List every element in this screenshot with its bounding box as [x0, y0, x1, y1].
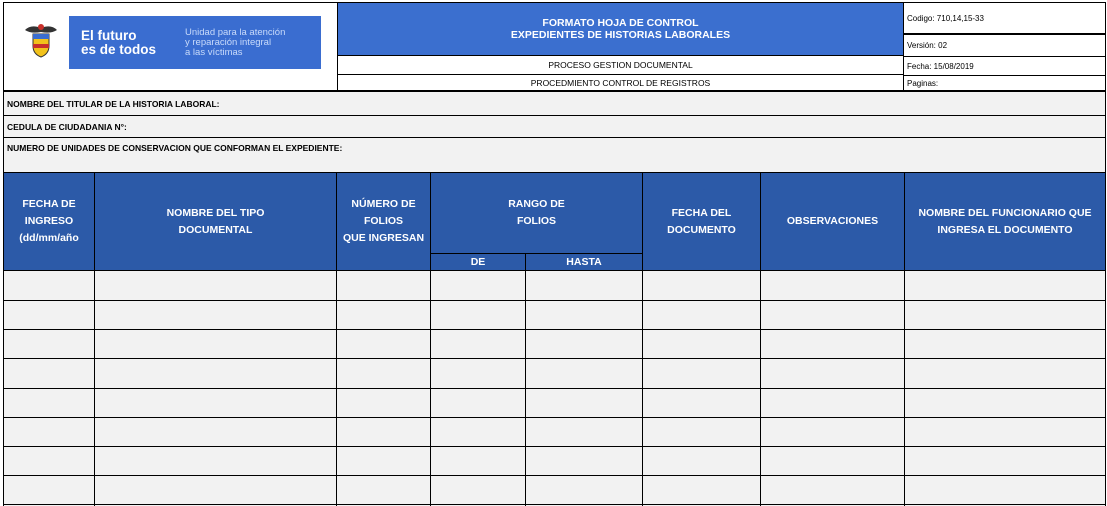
col-numero-folios-l2: FOLIOS — [363, 215, 404, 227]
col-fecha-ingreso-l1: FECHA DE — [22, 198, 76, 210]
col-fecha-ingreso-l3: (dd/mm/año — [19, 232, 79, 244]
border-col-2 — [430, 172, 431, 506]
border-row-2 — [3, 358, 1106, 359]
col-funcionario-l2: INGRESA EL DOCUMENTO — [937, 223, 1073, 236]
border-row-6 — [3, 475, 1106, 476]
col-observaciones — [761, 173, 904, 270]
cedula-field: CEDULA DE CIUDADANIA N°: — [4, 116, 1105, 137]
col-numero-folios — [337, 173, 430, 270]
col-tipo-documental — [95, 173, 336, 270]
col-funcionario — [905, 173, 1105, 270]
unidades-field: NUMERO DE UNIDADES DE CONSERVACION QUE CONFORMAN EL EXPEDIENTE: — [4, 138, 1105, 160]
border-col-de-hasta — [525, 253, 526, 506]
col-rango-de: DE — [431, 254, 525, 270]
border-logo-right — [337, 2, 338, 91]
unit-line3: a las víctimas — [185, 46, 243, 58]
border-row-0 — [3, 300, 1106, 301]
col-funcionario-l1: NOMBRE DEL FUNCIONARIO QUE — [918, 206, 1092, 219]
border-row-7 — [3, 504, 1106, 505]
col-numero-folios-l3: QUE INGRESAN — [342, 232, 425, 244]
procedure-label: PROCEDMIENTO CONTROL DE REGISTROS — [530, 77, 711, 88]
fields-spacer — [4, 160, 1105, 172]
border-process-bottom — [337, 74, 904, 75]
border-col-1 — [336, 172, 337, 506]
border-top — [3, 2, 1106, 3]
border-col-3 — [642, 172, 643, 506]
col-rango-folios-l2: FOLIOS — [516, 215, 557, 227]
codigo-label: Codigo: 710,14,15-33 — [907, 13, 984, 23]
col-tipo-documental-l1: NOMBRE DEL TIPO — [166, 206, 265, 219]
slogan-line1: El futuro — [81, 27, 137, 43]
titular-field: NOMBRE DEL TITULAR DE LA HISTORIA LABORAL: — [4, 92, 1105, 115]
col-fecha-documento-l1: FECHA DEL — [671, 206, 732, 219]
unit-line2: y reparación integral — [185, 36, 272, 48]
process-label: PROCESO GESTION DOCUMENTAL — [548, 60, 693, 70]
paginas-label: Paginas: — [907, 78, 939, 88]
border-codigo-bottom — [903, 33, 1106, 35]
border-fecha-bottom — [903, 75, 1106, 76]
version-label: Versión: 02 — [907, 40, 948, 50]
col-numero-folios-l1: NÚMERO DE — [351, 198, 416, 210]
logo-slogan — [81, 29, 177, 57]
border-row-5 — [3, 446, 1106, 447]
border-col-5 — [904, 172, 905, 506]
fecha-label: Fecha: 15/08/2019 — [907, 61, 974, 71]
border-col-4 — [760, 172, 761, 506]
border-cedula-bottom — [3, 137, 1106, 138]
col-rango-folios-l1: RANGO DE — [508, 198, 565, 210]
title-line2: EXPEDIENTES DE HISTORIAS LABORALES — [510, 29, 731, 41]
col-fecha-documento-l2: DOCUMENTO — [667, 223, 736, 236]
col-fecha-ingreso — [4, 173, 94, 270]
border-col-0 — [94, 172, 95, 506]
title-line1: FORMATO HOJA DE CONTROL — [542, 17, 699, 29]
border-right — [1105, 2, 1106, 506]
col-tipo-documental-l2: DOCUMENTAL — [178, 223, 253, 236]
border-titular-bottom — [3, 115, 1106, 116]
border-row-4 — [3, 417, 1106, 418]
slogan-line2: es de todos — [81, 41, 157, 57]
col-rango-hasta: HASTA — [526, 254, 642, 270]
col-fecha-documento — [643, 173, 760, 270]
border-left — [3, 2, 4, 506]
border-row-3 — [3, 388, 1106, 389]
logo-unit-name — [185, 28, 285, 58]
border-title-bottom — [337, 55, 904, 56]
coat-of-arms-icon — [21, 20, 61, 60]
border-rango-split — [431, 253, 643, 254]
border-version-bottom — [903, 56, 1106, 57]
border-header-bottom — [3, 90, 1106, 92]
col-rango-folios — [431, 173, 642, 253]
border-fields-bottom — [3, 172, 1106, 173]
unit-line1: Unidad para la atención — [185, 26, 286, 38]
col-observaciones-l1: OBSERVACIONES — [786, 215, 879, 227]
border-columns-bottom — [3, 270, 1106, 271]
border-row-1 — [3, 329, 1106, 330]
col-fecha-ingreso-l2: INGRESO — [24, 215, 74, 227]
logo-band — [69, 16, 321, 69]
border-meta-left — [903, 2, 904, 91]
document-title — [338, 3, 903, 55]
